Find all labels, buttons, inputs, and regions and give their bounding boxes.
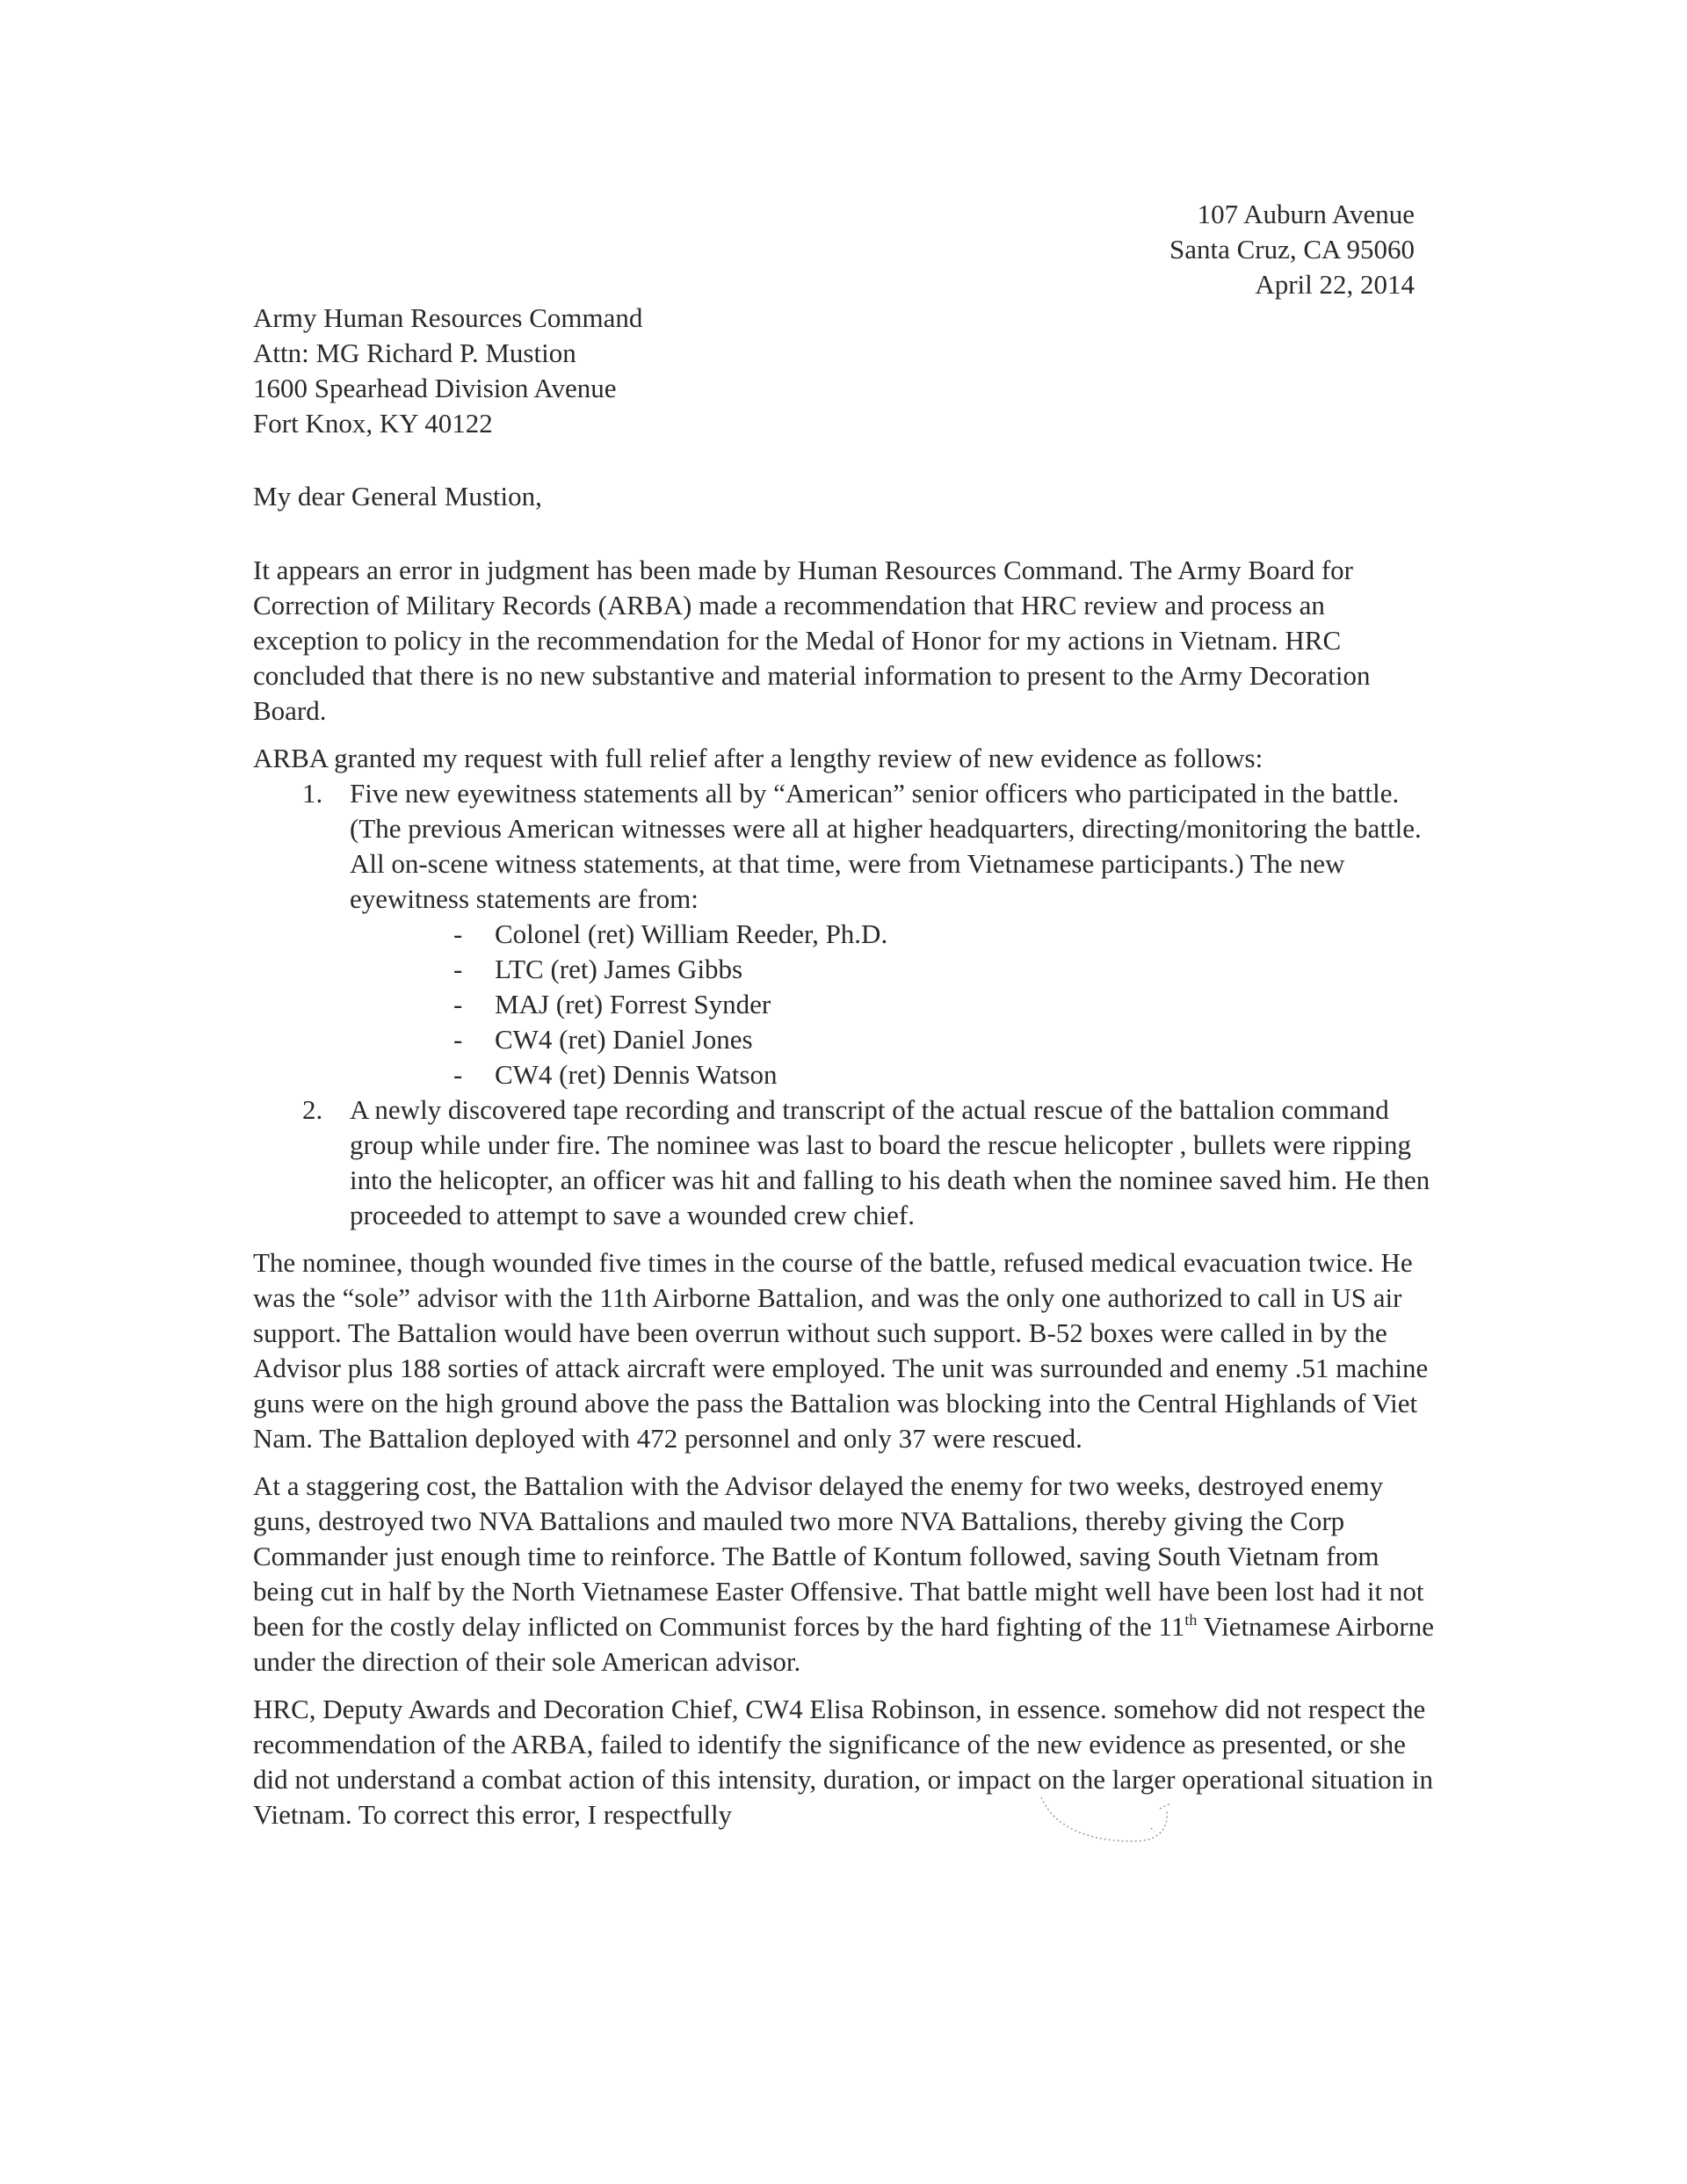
recipient-org: Army Human Resources Command [253,302,643,333]
recipient-attn: Attn: MG Richard P. Mustion [253,337,576,368]
recipient-city-state-zip: Fort Knox, KY 40122 [253,408,493,439]
witness-item: - CW4 (ret) Dennis Watson [350,1057,1435,1092]
dash-bullet-icon: - [453,1059,463,1090]
witness-list [350,917,1435,1092]
sender-street: 107 Auburn Avenue [1197,199,1415,229]
witness-item: - LTC (ret) James Gibbs [350,952,1435,987]
letter-body [253,553,1435,1845]
dash-bullet-icon: - [453,989,463,1019]
paragraph-nominee-wounded: The nominee, though wounded five times in the course of the battle, refused medical evacuation twice. He was the “sole” advisor with the 11th Airborne Battalion, and was the only one authorized to call in US air support. The Battalion would have been overrun without such support. B-52 boxes were called in by the Advisor plus 188 sorties of attack aircraft were employed. The unit was surrounded and enemy .51 machine guns were on the high ground above the pass the Battalion was blocking into the Central Highlands of Viet Nam. The Battalion deployed with 472 personnel and only 37 were rescued. [253,1247,1429,1454]
sender-address-block [1169,197,1415,302]
sender-city-state-zip: Santa Cruz, CA 95060 [1169,234,1415,265]
dash-bullet-icon: - [453,1024,463,1055]
witness-item: - MAJ (ret) Forrest Synder [350,987,1435,1022]
evidence-item [253,1092,1435,1233]
paragraph-arba-granted: ARBA granted my request with full relief after a lengthy review of new evidence as follows: [253,743,1263,773]
dash-bullet-icon: - [453,954,463,984]
ordinal-superscript: th [1184,1611,1198,1629]
list-number: 2. [302,1094,323,1125]
recipient-address-block [253,301,642,441]
witness-item: - CW4 (ret) Daniel Jones [350,1022,1435,1057]
evidence-text: Five new eyewitness statements all by “American” senior officers who participated in the battle. (The previous American witnesses were all at higher headquarters, directing/monitoring the battle. All on-scene witness statements, at that time, were from Vietnamese participants.) The new eyewitness statements are from: [350,778,1422,914]
letter-date: April 22, 2014 [1255,269,1415,300]
evidence-item [253,776,1435,1092]
dash-bullet-icon: - [453,918,463,949]
paragraph-hrc-error: HRC, Deputy Awards and Decoration Chief, CW4 Elisa Robinson, in essence. somehow did not respect the recommendation of the ARBA, failed to identify the significance of the new evidence as presented, or she did not understand a combat action of this intensity, duration, or impact on the larger operational situation in Vietnam. To correct this error, I respectfully [253,1694,1434,1830]
pen-mark-icon [1037,1793,1177,1863]
salutation: My dear General Mustion, [253,481,542,512]
recipient-street: 1600 Spearhead Division Avenue [253,373,617,403]
paragraph-error-in-judgment: It appears an error in judgment has been made by Human Resources Command. The Army Board for Correction of Military Records (ARBA) made a recommendation that HRC review and process an exception to policy in the recommendation for the Medal of Honor for my actions in Vietnam. HRC concluded that there is no new substantive and material information to present to the Army Decoration Board. [253,555,1371,726]
evidence-text: A newly discovered tape recording and transcript of the actual rescue of the battalion command group while under fire. The nominee was last to board the rescue helicopter , bullets were ripping into the helicopter, an officer was hit and falling to his death when the nominee saved him. He then proceeded to attempt to save a wounded crew chief. [350,1094,1430,1230]
paragraph-staggering-cost: At a staggering cost, the Battalion with the Advisor delayed the enemy for two weeks, destroyed enemy guns, destroyed two NVA Battalions and mauled two more NVA Battalions, thereby giving the Corp Commander just enough time to reinforce. The Battle of Kontum followed, saving South Vietnam from being cut in half by the North Vietnamese Easter Offensive. That battle might well have been lost had it not been for the costly delay inflicted on Communist forces by the hard fighting of the 11th Vietnamese Airborne under the direction of their sole American advisor. [253,1470,1434,1677]
list-number: 1. [302,778,323,809]
witness-item: - Colonel (ret) William Reeder, Ph.D. [350,917,1435,952]
evidence-list [253,776,1435,1233]
